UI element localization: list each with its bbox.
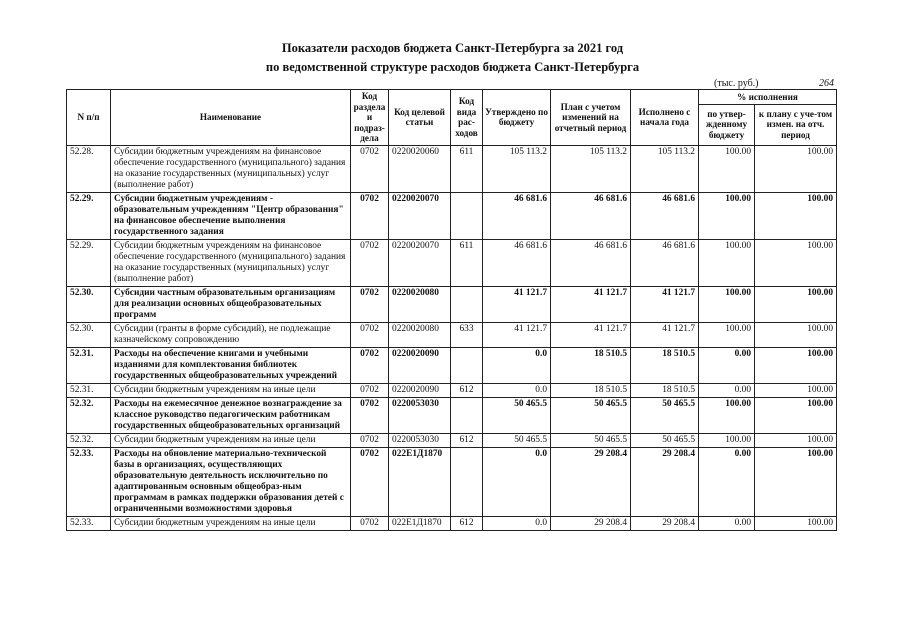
col-header-approved: Утверждено по бюджету xyxy=(483,90,551,146)
cell-approved: 46 681.6 xyxy=(483,192,551,239)
col-header-section: Код раздела и подраз-дела xyxy=(351,90,389,146)
cell-target: 0220053030 xyxy=(389,397,451,433)
cell-pct-plan: 100.00 xyxy=(755,447,837,516)
cell-executed: 18 510.5 xyxy=(631,347,699,383)
cell-num: 52.30. xyxy=(67,322,111,347)
cell-target: 0220053030 xyxy=(389,433,451,447)
cell-section: 0702 xyxy=(351,192,389,239)
cell-kind xyxy=(451,447,483,516)
cell-pct-plan: 100.00 xyxy=(755,397,837,433)
table-row xyxy=(67,322,837,347)
cell-num: 52.33. xyxy=(67,516,111,530)
cell-num: 52.28. xyxy=(67,145,111,192)
col-header-pct-group: % исполнения xyxy=(699,90,837,105)
cell-target: 0220020080 xyxy=(389,286,451,322)
cell-approved: 46 681.6 xyxy=(483,239,551,286)
cell-approved: 0.0 xyxy=(483,347,551,383)
cell-approved: 50 465.5 xyxy=(483,433,551,447)
cell-pct-plan: 100.00 xyxy=(755,383,837,397)
cell-section: 0702 xyxy=(351,239,389,286)
cell-name: Расходы на обеспечение книгами и учебными изданиями для комплектования библиотек государственных общеобразовательных учреждений xyxy=(111,347,351,383)
cell-plan: 18 510.5 xyxy=(551,383,631,397)
units-label: (тыс. руб.) xyxy=(714,78,759,89)
cell-executed: 29 208.4 xyxy=(631,516,699,530)
cell-plan: 46 681.6 xyxy=(551,239,631,286)
cell-plan: 50 465.5 xyxy=(551,433,631,447)
col-header-name: Наименование xyxy=(111,90,351,146)
cell-num: 52.29. xyxy=(67,192,111,239)
cell-pct-plan: 100.00 xyxy=(755,239,837,286)
cell-pct-approved: 100.00 xyxy=(699,145,755,192)
cell-target: 0220020070 xyxy=(389,192,451,239)
cell-section: 0702 xyxy=(351,433,389,447)
cell-section: 0702 xyxy=(351,286,389,322)
cell-pct-approved: 100.00 xyxy=(699,397,755,433)
col-header-num: N п/п xyxy=(67,90,111,146)
cell-name: Субсидии бюджетным учреждениям на иные цели xyxy=(111,383,351,397)
table-row xyxy=(67,397,837,433)
cell-pct-approved: 0.00 xyxy=(699,383,755,397)
cell-name: Расходы на обновление материально-технической базы в организациях, осуществляющих образовательную деятельность исключительно по адаптированным основным общеобраз-ным программам в рамках поддержки образования детей с ограниченными возможностями здоровья xyxy=(111,447,351,516)
cell-executed: 29 208.4 xyxy=(631,447,699,516)
cell-plan: 29 208.4 xyxy=(551,447,631,516)
cell-approved: 105 113.2 xyxy=(483,145,551,192)
cell-target: 0220020090 xyxy=(389,383,451,397)
cell-plan: 29 208.4 xyxy=(551,516,631,530)
cell-executed: 41 121.7 xyxy=(631,286,699,322)
cell-section: 0702 xyxy=(351,383,389,397)
cell-pct-plan: 100.00 xyxy=(755,145,837,192)
cell-kind: 612 xyxy=(451,433,483,447)
table-row xyxy=(67,383,837,397)
cell-section: 0702 xyxy=(351,516,389,530)
cell-kind xyxy=(451,397,483,433)
table-row xyxy=(67,192,837,239)
cell-plan: 105 113.2 xyxy=(551,145,631,192)
cell-kind: 633 xyxy=(451,322,483,347)
cell-name: Субсидии частным образовательным организациям для реализации основных общеобразовательных программ xyxy=(111,286,351,322)
cell-executed: 50 465.5 xyxy=(631,397,699,433)
cell-approved: 0.0 xyxy=(483,447,551,516)
table-row xyxy=(67,433,837,447)
cell-name: Расходы на ежемесячное денежное вознаграждение за классное руководство педагогическим работникам государственных общеобразовательных организаций xyxy=(111,397,351,433)
cell-pct-approved: 100.00 xyxy=(699,239,755,286)
report-title: Показатели расходов бюджета Санкт-Петербурга за 2021 год xyxy=(281,41,624,55)
cell-num: 52.32. xyxy=(67,433,111,447)
cell-section: 0702 xyxy=(351,145,389,192)
budget-table xyxy=(66,89,837,531)
page-number: 264 xyxy=(819,78,834,89)
cell-kind: 611 xyxy=(451,145,483,192)
cell-approved: 41 121.7 xyxy=(483,322,551,347)
cell-num: 52.31. xyxy=(67,383,111,397)
cell-section: 0702 xyxy=(351,322,389,347)
cell-num: 52.31. xyxy=(67,347,111,383)
cell-target: 0220020080 xyxy=(389,322,451,347)
cell-kind xyxy=(451,286,483,322)
cell-name: Субсидии бюджетным учреждениям на иные цели xyxy=(111,433,351,447)
cell-pct-plan: 100.00 xyxy=(755,347,837,383)
report-subtitle: по ведомственной структуре расходов бюджета Санкт-Петербурга xyxy=(265,60,640,74)
cell-executed: 46 681.6 xyxy=(631,239,699,286)
cell-pct-approved: 0.00 xyxy=(699,447,755,516)
col-header-plan: План с учетом изменений на отчетный период xyxy=(551,90,631,146)
cell-kind xyxy=(451,347,483,383)
col-header-pct-approved: по утвер-жденному бюджету xyxy=(699,104,755,145)
cell-name: Субсидии бюджетным учреждениям на финансовое обеспечение государственного (муниципального) задания на оказание государственных (муниципальных) услуг (выполнение работ) xyxy=(111,239,351,286)
cell-plan: 50 465.5 xyxy=(551,397,631,433)
cell-kind xyxy=(451,192,483,239)
cell-pct-plan: 100.00 xyxy=(755,192,837,239)
table-row xyxy=(67,347,837,383)
table-row xyxy=(67,286,837,322)
cell-num: 52.30. xyxy=(67,286,111,322)
col-header-pct-plan: к плану с уче-том измен. на отч. период xyxy=(755,104,837,145)
cell-pct-plan: 100.00 xyxy=(755,516,837,530)
cell-target: 0220020060 xyxy=(389,145,451,192)
cell-target: 022Е1Д1870 xyxy=(389,447,451,516)
table-row xyxy=(67,145,837,192)
cell-pct-approved: 100.00 xyxy=(699,322,755,347)
cell-pct-approved: 100.00 xyxy=(699,286,755,322)
cell-plan: 18 510.5 xyxy=(551,347,631,383)
table-body xyxy=(67,145,837,530)
cell-target: 0220020070 xyxy=(389,239,451,286)
cell-num: 52.32. xyxy=(67,397,111,433)
cell-pct-plan: 100.00 xyxy=(755,322,837,347)
cell-executed: 46 681.6 xyxy=(631,192,699,239)
cell-num: 52.33. xyxy=(67,447,111,516)
cell-pct-approved: 100.00 xyxy=(699,192,755,239)
cell-executed: 41 121.7 xyxy=(631,322,699,347)
cell-approved: 50 465.5 xyxy=(483,397,551,433)
cell-name: Субсидии бюджетным учреждениям на иные цели xyxy=(111,516,351,530)
cell-executed: 105 113.2 xyxy=(631,145,699,192)
cell-pct-approved: 0.00 xyxy=(699,516,755,530)
cell-plan: 46 681.6 xyxy=(551,192,631,239)
cell-num: 52.29. xyxy=(67,239,111,286)
cell-plan: 41 121.7 xyxy=(551,286,631,322)
col-header-target: Код целевой статьи xyxy=(389,90,451,146)
cell-plan: 41 121.7 xyxy=(551,322,631,347)
cell-approved: 0.0 xyxy=(483,516,551,530)
cell-name: Субсидии бюджетным учреждениям на финансовое обеспечение государственного (муниципального) задания на оказание государственных (муниципальных) услуг (выполнение работ) xyxy=(111,145,351,192)
cell-executed: 50 465.5 xyxy=(631,433,699,447)
cell-kind: 612 xyxy=(451,516,483,530)
cell-executed: 18 510.5 xyxy=(631,383,699,397)
cell-kind: 612 xyxy=(451,383,483,397)
cell-section: 0702 xyxy=(351,447,389,516)
col-header-executed: Исполнено с начала года xyxy=(631,90,699,146)
cell-target: 0220020090 xyxy=(389,347,451,383)
cell-pct-approved: 0.00 xyxy=(699,347,755,383)
col-header-kind: Код вида рас-ходов xyxy=(451,90,483,146)
cell-kind: 611 xyxy=(451,239,483,286)
cell-section: 0702 xyxy=(351,347,389,383)
cell-section: 0702 xyxy=(351,397,389,433)
cell-pct-plan: 100.00 xyxy=(755,433,837,447)
cell-target: 022Е1Д1870 xyxy=(389,516,451,530)
table-row xyxy=(67,516,837,530)
table-row xyxy=(67,447,837,516)
cell-pct-plan: 100.00 xyxy=(755,286,837,322)
cell-name: Субсидии бюджетным учреждениям - образовательным учреждениям "Центр образования" на финансовое обеспечение выполнения государственного задания xyxy=(111,192,351,239)
table-row xyxy=(67,239,837,286)
cell-approved: 0.0 xyxy=(483,383,551,397)
cell-pct-approved: 100.00 xyxy=(699,433,755,447)
cell-name: Субсидии (гранты в форме субсидий), не подлежащие казначейскому сопровождению xyxy=(111,322,351,347)
cell-approved: 41 121.7 xyxy=(483,286,551,322)
